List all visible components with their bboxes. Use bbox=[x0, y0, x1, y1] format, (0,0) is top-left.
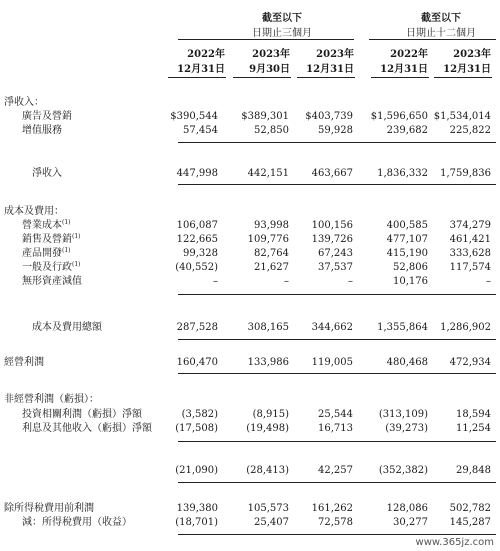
cell-value: – bbox=[486, 276, 491, 287]
cell-value: 344,662 bbox=[311, 322, 353, 333]
column-header-2-date: 9月30日 bbox=[249, 64, 290, 75]
three-month-header-line1: 截至以下 bbox=[262, 13, 302, 24]
cell-value: 1,286,902 bbox=[440, 322, 491, 333]
cell-value: 461,421 bbox=[449, 234, 491, 245]
column-header-5-date: 12月31日 bbox=[443, 64, 491, 75]
twelve-month-header-line2: 日期止十二個月 bbox=[406, 28, 476, 39]
column-header-3-rule bbox=[297, 77, 355, 78]
row-label: 淨收入： bbox=[4, 97, 44, 108]
cell-value: 447,998 bbox=[176, 168, 218, 179]
cell-value: (352,382) bbox=[378, 465, 428, 476]
column-header-5-rule bbox=[434, 77, 492, 78]
cell-value: 52,850 bbox=[254, 125, 289, 136]
column-header-2 bbox=[232, 45, 290, 75]
subtotal-rule bbox=[178, 294, 496, 295]
table-row-product-development bbox=[0, 247, 500, 261]
total-rule bbox=[178, 373, 496, 374]
cell-value: (21,090) bbox=[175, 465, 218, 476]
cell-value: 82,764 bbox=[254, 248, 289, 259]
row-label: 產品開發$^{(1)}$ bbox=[22, 247, 71, 259]
row-label: 銷售及營銷$^{(1)}$ bbox=[22, 233, 81, 245]
cell-value: 160,470 bbox=[176, 357, 218, 368]
cell-value: 463,667 bbox=[311, 168, 353, 179]
row-label: 廣告及營銷 bbox=[22, 111, 72, 122]
cell-value: – bbox=[348, 276, 353, 287]
cell-value: $389,301 bbox=[241, 111, 289, 122]
cell-value: 72,578 bbox=[318, 517, 353, 528]
cell-value: 67,243 bbox=[318, 248, 353, 259]
cell-value: 308,165 bbox=[247, 322, 289, 333]
column-header-1-year: 2022年 bbox=[187, 49, 225, 60]
three-month-header bbox=[217, 9, 347, 39]
cell-value: 287,528 bbox=[176, 322, 218, 333]
column-header-3-date: 12月31日 bbox=[306, 64, 354, 75]
row-label: 成本及費用總額 bbox=[32, 322, 102, 333]
cell-value: (39,273) bbox=[385, 423, 428, 434]
column-header-3 bbox=[296, 45, 354, 75]
cell-value: 442,151 bbox=[247, 168, 289, 179]
cell-value: $1,534,014 bbox=[433, 111, 491, 122]
cell-value: 239,682 bbox=[386, 125, 428, 136]
cell-value: 415,190 bbox=[386, 248, 428, 259]
table-row-non-operating-heading bbox=[0, 393, 500, 407]
cell-value: 42,257 bbox=[318, 465, 353, 476]
cell-value: (19,498) bbox=[246, 423, 289, 434]
table-row-net-revenue-heading bbox=[0, 96, 500, 110]
row-label: 投資相關利潤（虧損）淨額 bbox=[22, 409, 142, 420]
cell-value: 139,726 bbox=[311, 234, 353, 245]
subtotal-rule bbox=[178, 441, 496, 442]
cell-value: 225,822 bbox=[449, 125, 491, 136]
column-header-5-year: 2023年 bbox=[453, 49, 491, 60]
table-row-profit-before-tax bbox=[0, 502, 500, 516]
row-label: 非經營利潤（虧損）： bbox=[4, 394, 99, 405]
row-label: 成本及費用： bbox=[4, 206, 64, 217]
row-label: 淨收入 bbox=[32, 168, 62, 179]
table-row-intangible-impairment bbox=[0, 275, 500, 289]
twelve-month-header-line1: 截至以下 bbox=[421, 13, 461, 24]
cell-value: 99,328 bbox=[183, 248, 218, 259]
total-rule bbox=[178, 184, 496, 185]
column-header-3-year: 2023年 bbox=[316, 49, 354, 60]
cell-value: 29,848 bbox=[456, 465, 491, 476]
table-row-costs-heading bbox=[0, 205, 500, 219]
cell-value: (40,552) bbox=[175, 262, 218, 273]
cell-value: 21,627 bbox=[254, 262, 289, 273]
cell-value: 25,407 bbox=[254, 517, 289, 528]
cell-value: 16,713 bbox=[318, 423, 353, 434]
cell-value: 477,107 bbox=[386, 234, 428, 245]
column-header-4-year: 2022年 bbox=[390, 49, 428, 60]
table-row-operating-profit bbox=[0, 356, 500, 370]
table-row-total-costs bbox=[0, 321, 500, 335]
column-header-4 bbox=[370, 45, 428, 75]
cell-value: $403,739 bbox=[305, 111, 353, 122]
column-header-4-date: 12月31日 bbox=[380, 64, 428, 75]
row-label: 經營利潤 bbox=[4, 357, 44, 368]
cell-value: 10,176 bbox=[393, 276, 428, 287]
cell-value: $390,544 bbox=[170, 111, 218, 122]
cell-value: (3,582) bbox=[181, 409, 218, 420]
cell-value: 37,537 bbox=[318, 262, 353, 273]
cell-value: 400,585 bbox=[386, 220, 428, 231]
cell-value: – bbox=[213, 276, 218, 287]
cell-value: 1,759,836 bbox=[440, 168, 491, 179]
total-rule bbox=[178, 339, 496, 340]
cell-value: (8,915) bbox=[252, 409, 289, 420]
column-header-2-rule bbox=[233, 77, 291, 78]
cell-value: 105,573 bbox=[247, 503, 289, 514]
cell-value: 11,254 bbox=[456, 423, 491, 434]
cell-value: 30,277 bbox=[393, 517, 428, 528]
column-header-1-date: 12月31日 bbox=[177, 64, 225, 75]
cell-value: 59,928 bbox=[318, 125, 353, 136]
cell-value: 472,934 bbox=[449, 357, 491, 368]
row-label: 減：所得稅費用（收益） bbox=[22, 517, 132, 528]
cell-value: 25,544 bbox=[318, 409, 353, 420]
cell-value: 106,087 bbox=[176, 220, 218, 231]
cell-value: – bbox=[284, 276, 289, 287]
column-header-1 bbox=[167, 45, 225, 75]
cell-value: 122,665 bbox=[176, 234, 218, 245]
table-row-general-administrative bbox=[0, 261, 500, 275]
cell-value: 18,594 bbox=[456, 409, 491, 420]
subtotal-rule bbox=[178, 142, 496, 143]
footnote-marker: (1) bbox=[62, 219, 71, 226]
cell-value: 1,836,332 bbox=[377, 168, 428, 179]
cell-value: 145,287 bbox=[449, 517, 491, 528]
footnote-marker: (1) bbox=[72, 261, 81, 268]
cell-value: (18,701) bbox=[175, 517, 218, 528]
row-label: 無形資產減值 bbox=[22, 276, 82, 287]
table-row-cost-of-revenue bbox=[0, 219, 500, 233]
row-label: 一般及行政$^{(1)}$ bbox=[22, 261, 81, 273]
cell-value: (17,508) bbox=[175, 423, 218, 434]
cell-value: 57,454 bbox=[183, 125, 218, 136]
cell-value: 100,156 bbox=[311, 220, 353, 231]
cell-value: 374,279 bbox=[449, 220, 491, 231]
row-label: 利息及其他收入（虧損）淨額 bbox=[22, 423, 152, 434]
table-row-net-revenue-total bbox=[0, 167, 500, 181]
row-label: 除所得稅費用前利潤 bbox=[4, 503, 94, 514]
table-row-sales-marketing bbox=[0, 233, 500, 247]
cell-value: 52,806 bbox=[393, 262, 428, 273]
cell-value: 133,986 bbox=[247, 357, 289, 368]
table-row-interest-other bbox=[0, 422, 500, 436]
cell-value: 117,574 bbox=[449, 262, 491, 273]
table-row-non-operating-subtotal bbox=[0, 464, 500, 478]
row-label: 增值服務 bbox=[22, 125, 62, 136]
footnote-marker: (1) bbox=[72, 233, 81, 240]
twelve-month-header-rule bbox=[369, 39, 496, 40]
watermark: www.365jz.com bbox=[415, 537, 494, 548]
footnote-marker: (1) bbox=[62, 247, 71, 254]
cell-value: 128,086 bbox=[386, 503, 428, 514]
cell-value: 333,628 bbox=[449, 248, 491, 259]
table-row-income-tax bbox=[0, 516, 500, 530]
table-row-value-added-services bbox=[0, 124, 500, 138]
column-header-1-rule bbox=[168, 77, 226, 78]
three-month-header-rule bbox=[178, 39, 354, 40]
cell-value: 139,380 bbox=[176, 503, 218, 514]
cell-value: 161,262 bbox=[311, 503, 353, 514]
column-header-5 bbox=[433, 45, 491, 75]
cell-value: 1,355,864 bbox=[377, 322, 428, 333]
cell-value: 109,776 bbox=[247, 234, 289, 245]
table-row-investment-related bbox=[0, 408, 500, 422]
cell-value: (313,109) bbox=[378, 409, 428, 420]
twelve-month-header bbox=[376, 9, 500, 39]
row-label: 營業成本$^{(1)}$ bbox=[22, 219, 71, 231]
column-header-4-rule bbox=[371, 77, 429, 78]
subtotal-rule bbox=[178, 534, 496, 535]
cell-value: 480,468 bbox=[386, 357, 428, 368]
cell-value: $1,596,650 bbox=[370, 111, 428, 122]
table-row-advertising bbox=[0, 110, 500, 124]
column-header-2-year: 2023年 bbox=[252, 49, 290, 60]
cell-value: (28,413) bbox=[246, 465, 289, 476]
cell-value: 119,005 bbox=[311, 357, 353, 368]
three-month-header-line2: 日期止三個月 bbox=[252, 28, 312, 39]
cell-value: 502,782 bbox=[449, 503, 491, 514]
total-rule bbox=[178, 482, 496, 483]
cell-value: 93,998 bbox=[254, 220, 289, 231]
